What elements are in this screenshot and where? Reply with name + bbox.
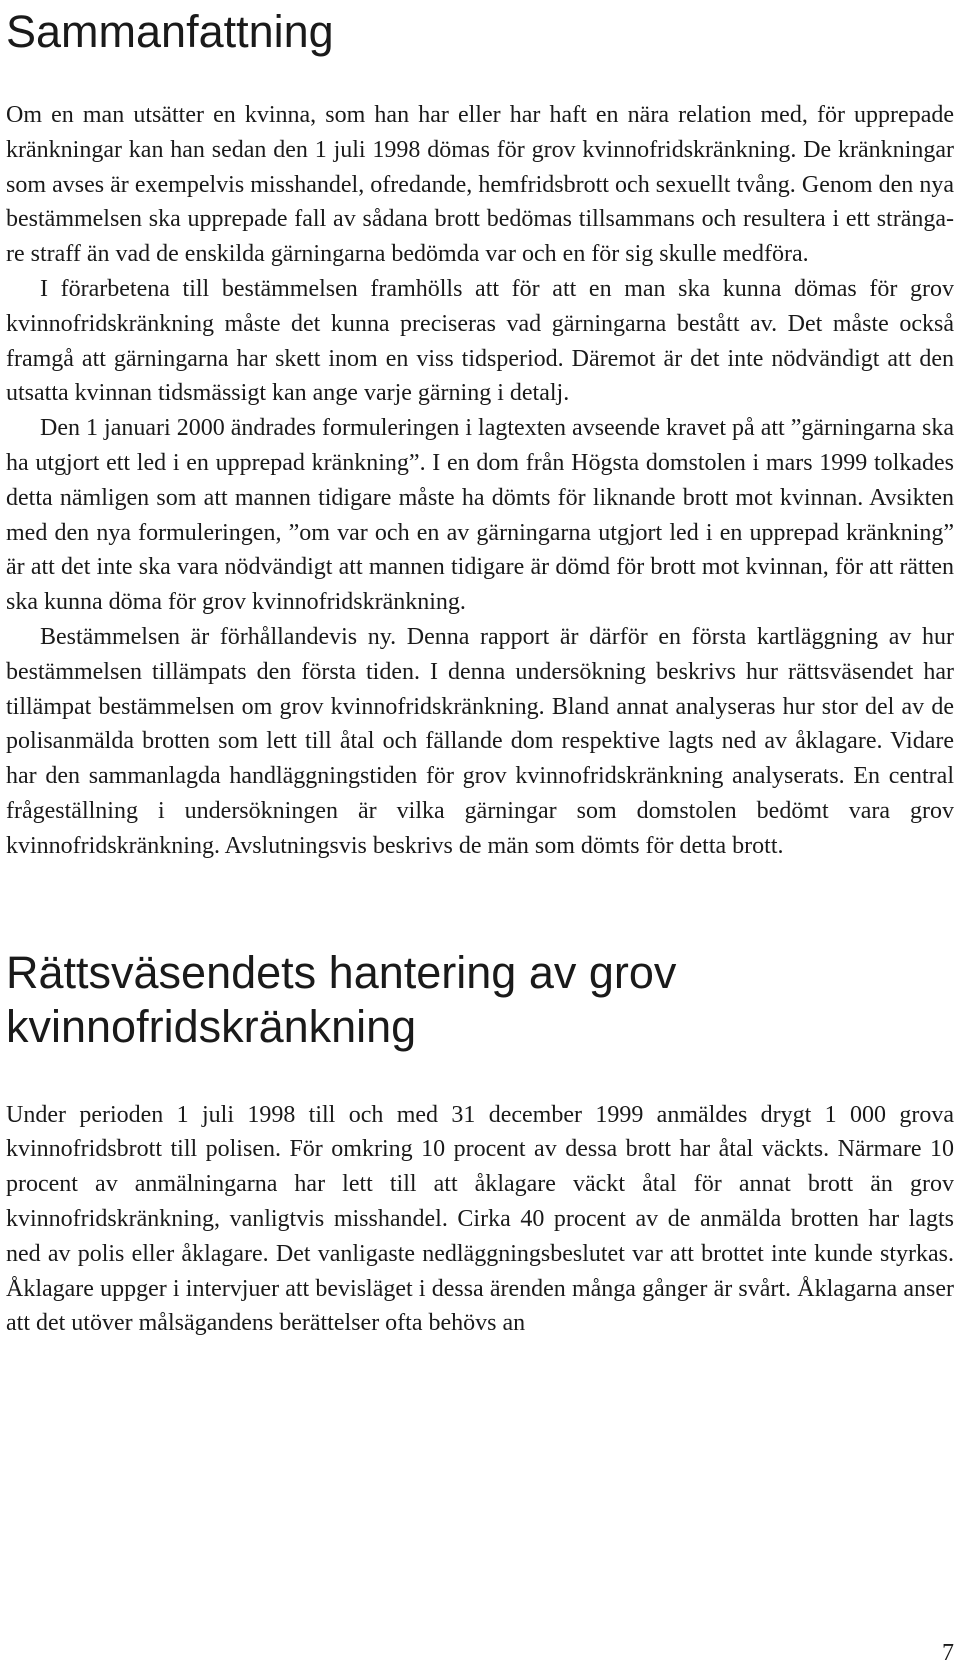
section-heading-rattsvasendets-hantering: Rättsväsendets hantering av grov kvinnofridskränkning: [6, 946, 677, 1052]
document-page: [6, 0, 954, 1341]
section-heading-sammanfattning: Sammanfattning: [6, 6, 334, 57]
summary-paragraph-1: Om en man utsätter en kvinna, som han har eller har haft en nära relation med, för upprepade kränkningar kan han sedan den 1 juli 1998 dömas för grov kvinnofridskränkning. De kränkningar som avses är exempelvis misshandel, ofredande, hemfridsbrott och sexuellt tvång. Genom den nya bestämmelsen ska upprepade fall av sådana brott bedömas tillsammans och resultera i ett strängare straff än vad de enskilda gärningarna bedömda var och en för sig skulle medföra.: [6, 102, 954, 268]
page-number: 7: [942, 1640, 954, 1666]
summary-paragraph-3: Den 1 januari 2000 ändrades formuleringen i lagtexten avseende kravet på att ”gärningarna ska ha utgjort ett led i en upprepad kränkning”. I en dom från Högsta domstolen i mars 1999 tolkades detta nämligen som att mannen tidigare måste ha dömts för liknande brott mot kvinnan. Avsikten med den nya formuleringen, ”om var och en av gärningarna utgjort led i en upprepad kränkning” är att det inte ska vara nödvändigt att mannen tidigare är dömd för brott mot kvinnan, för att rätten ska kunna döma för grov kvinnofridskränkning.: [6, 415, 954, 616]
rattsvasendet-paragraph-1: Under perioden 1 juli 1998 till och med 31 december 1999 anmäldes drygt 1 000 grova kvinnofridsbrott till polisen. För omkring 10 procent av dessa brott har åtal väckts. Närmare 10 procent av anmälningarna har lett till att åklagare väckt åtal för annat brott än grov kvinnofridskränkning, vanligtvis misshandel. Cirka 40 procent av de anmälda brotten har lagts ned av polis eller åklagare. Det vanligaste nedläggningsbeslutet var att brottet inte kunde styrkas. Åklagare uppger i intervjuer att bevisläget i dessa ärenden många gånger är svårt. Åklagarna anser att det utöver målsägandens berättelser ofta behövs an: [6, 1101, 954, 1337]
summary-paragraph-4: Bestämmelsen är förhållandevis ny. Denna rapport är därför en första kartläggning av hur bestämmelsen tillämpats den första tiden. I denna undersökning beskrivs hur rättsväsendet har tillämpat bestämmelsen om grov kvinnofridskränkning. Bland annat analyseras hur stor del av de polisanmälda brotten som lett till åtal och fällande dom respektive lagts ned av åklagare. Vidare har den sammanlagda handläggningstiden för grov kvinnofridskränkning analyserats. En central frågeställning i undersökningen är vilka gärningar som domstolen bedömt vara grov kvinnofridskränkning. Avslutningsvis beskrivs de män som dömts för detta brott.: [6, 623, 954, 859]
summary-paragraph-2: I förarbetena till bestämmelsen framhölls att för att en man ska kunna dömas för grov kvinnofridskränkning måste det kunna preciseras vad gärningarna bestått av. Det måste också framgå att gärningarna har skett inom en viss tidsperiod. Däremot är det inte nödvändigt att den utsatta kvinnan tidsmässigt kan ange varje gärning i detalj.: [6, 275, 954, 407]
